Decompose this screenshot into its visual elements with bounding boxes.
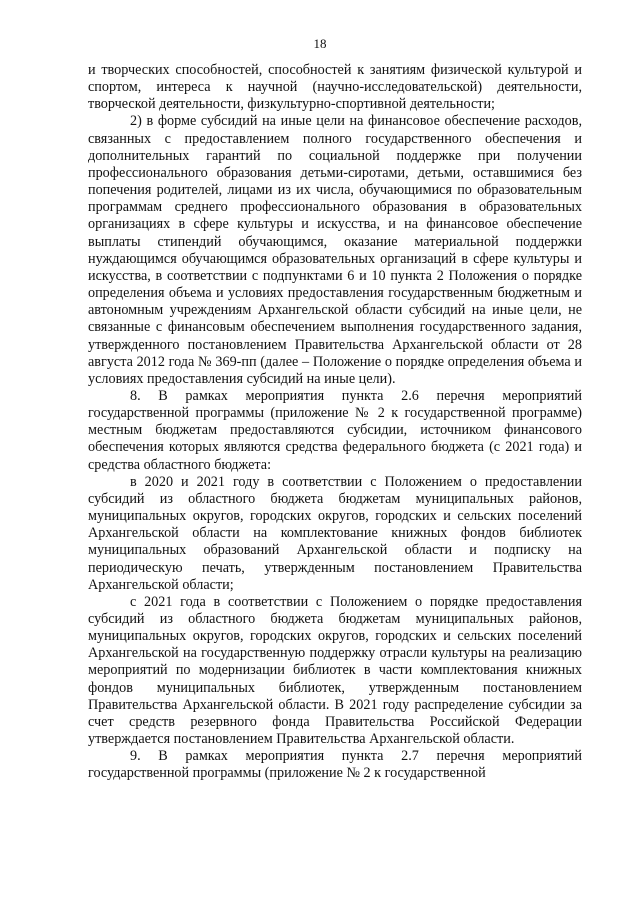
paragraph-section-9: 9. В рамках мероприятия пункта 2.7 перечня мероприятий государственной программы (приложение № 2 к государственной [88, 748, 582, 782]
paragraph-from-2021: с 2021 года в соответствии с Положением о порядке предоставления субсидий из областного бюджета бюджетам муниципальных районов, муниципальных округов, городских округов, городских и сельских поселений Архангельской на государственную поддержку отрасли культуры на реализацию мероприятий по модернизации библиотек в части комплектования книжных фондов муниципальных библиотек, утвержденным постановлением Правительства Архангельской области. В 2021 году распределение субсидии за счет средств резервного фонда Правительства Российской Федерации утверждается постановлением Правительства Архангельской области. [88, 593, 582, 748]
paragraph-section-8: 8. В рамках мероприятия пункта 2.6 перечня мероприятий государственной программы (приложение № 2 к государственной программе) местным бюджетам предоставляются субсидии, источником финансового обеспечения которых являются средства федерального бюджета (с 2021 года) и средства областного бюджета: [88, 387, 582, 473]
paragraph-item-2: 2) в форме субсидий на иные цели на финансовое обеспечение расходов, связанных с предоставлением полного государственного обеспечения и дополнительных гарантий по социальной поддержке при получении профессионального образования детьми-сиротами, детьми, оставшимися без попечения родителей, лицами из их числа, обучающимися по образовательным программам среднего профессионального образования в образовательных организациях в сфере культуры и искусства, и на финансовое обеспечение выплаты стипендий обучающимся, оказание материальной поддержки нуждающимся обучающимся образовательных организаций в сфере культуры и искусства, в соответствии с подпунктами 6 и 10 пункта 2 Положения о порядке определения объема и условиях предоставления государственным бюджетным и автономным учреждениям Архангельской области субсидий на иные цели, не связанные с финансовым обеспечением выполнения государственного задания, утвержденного постановлением Правительства Архангельской области от 28 августа 2012 года № 369-пп (далее – Положение о порядке определения объема и условиях предоставления субсидий на иные цели). [88, 113, 582, 387]
page-number: 18 [313, 36, 327, 51]
paragraph-2020-2021: в 2020 и 2021 году в соответствии с Положением о предоставлении субсидий из областного бюджета бюджетам муниципальных районов, муниципальных округов, городских округов, городских и сельских поселений Архангельской области на комплектование книжных фондов библиотек муниципальных образований Архангельской области и подписку на периодическую печать, утвержденным постановлением Правительства Архангельской области; [88, 473, 582, 593]
document-body [88, 62, 582, 783]
paragraph-continuation: и творческих способностей, способностей к занятиям физической культурой и спортом, интереса к научной (научно-исследовательской) деятельности, творческой деятельности, физкультурно-спортивной деятельности; [88, 62, 582, 113]
